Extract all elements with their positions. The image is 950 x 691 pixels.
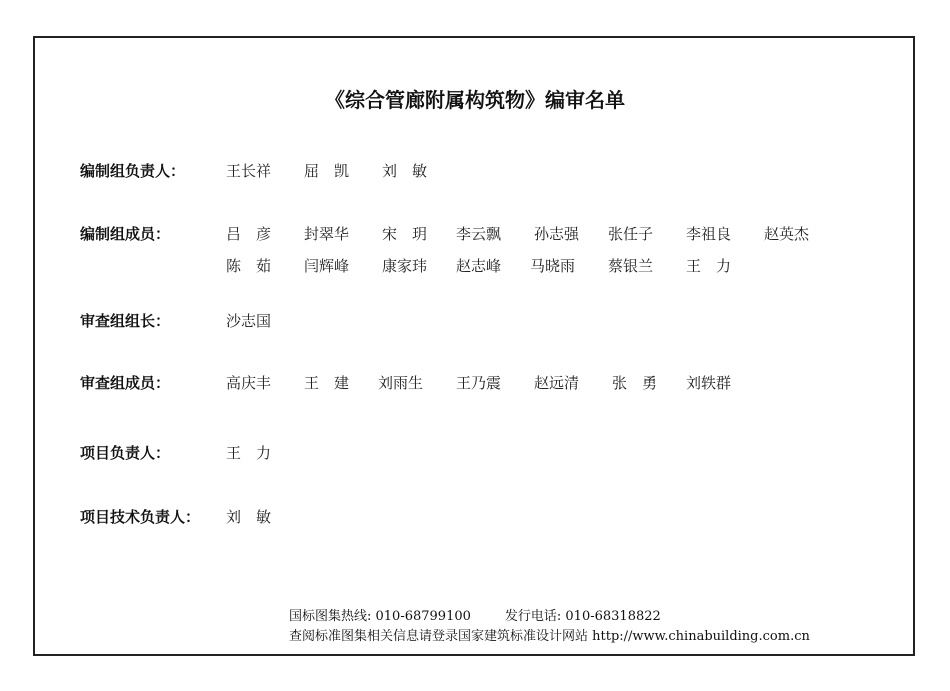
footer-contact-line — [289, 605, 661, 624]
section-label: 审查组组长： — [80, 312, 171, 330]
person-name: 张 勇 — [612, 374, 658, 392]
person-name: 王 建 — [304, 374, 350, 392]
person-name: 赵远清 — [534, 374, 580, 392]
person-name: 刘 敏 — [382, 162, 428, 180]
person-name: 王乃震 — [456, 374, 502, 392]
section-label: 编制组成员： — [80, 225, 171, 243]
section-label: 项目负责人： — [80, 444, 171, 462]
person-name: 高庆丰 — [226, 374, 272, 392]
page-title: 《综合管廊附属构筑物》编审名单 — [325, 88, 625, 112]
section-label: 项目技术负责人： — [80, 508, 201, 526]
person-name: 康家玮 — [382, 257, 428, 275]
person-name: 王 力 — [226, 444, 272, 462]
person-name: 赵志峰 — [456, 257, 502, 275]
person-name: 孙志强 — [534, 225, 580, 243]
footer-hotline: 国标图集热线: 010-68799100 — [289, 609, 471, 624]
person-name: 王长祥 — [226, 162, 272, 180]
person-name: 封翠华 — [304, 225, 350, 243]
person-name: 李云飘 — [456, 225, 502, 243]
section-label: 编制组负责人： — [80, 162, 186, 180]
person-name: 张任子 — [608, 225, 654, 243]
person-name: 刘 敏 — [226, 508, 272, 526]
person-name: 屈 凯 — [304, 162, 350, 180]
person-name: 闫辉峰 — [304, 257, 350, 275]
footer-website: 查阅标准图集相关信息请登录国家建筑标准设计网站 http://www.chinabuilding.com.cn — [289, 629, 810, 644]
section-label: 审查组成员： — [80, 374, 171, 392]
footer-sales-phone: 发行电话: 010-68318822 — [504, 609, 661, 624]
person-name: 王 力 — [686, 257, 732, 275]
person-name: 马晓雨 — [530, 257, 576, 275]
person-name: 陈 茹 — [226, 257, 272, 275]
person-name: 吕 彦 — [226, 225, 272, 243]
person-name: 宋 玥 — [382, 225, 428, 243]
person-name: 赵英杰 — [764, 225, 810, 243]
person-name: 沙志国 — [226, 312, 272, 330]
person-name: 蔡银兰 — [608, 257, 654, 275]
person-name: 刘雨生 — [378, 374, 424, 392]
page-border — [33, 36, 915, 656]
person-name: 刘轶群 — [686, 374, 732, 392]
person-name: 李祖良 — [686, 225, 732, 243]
